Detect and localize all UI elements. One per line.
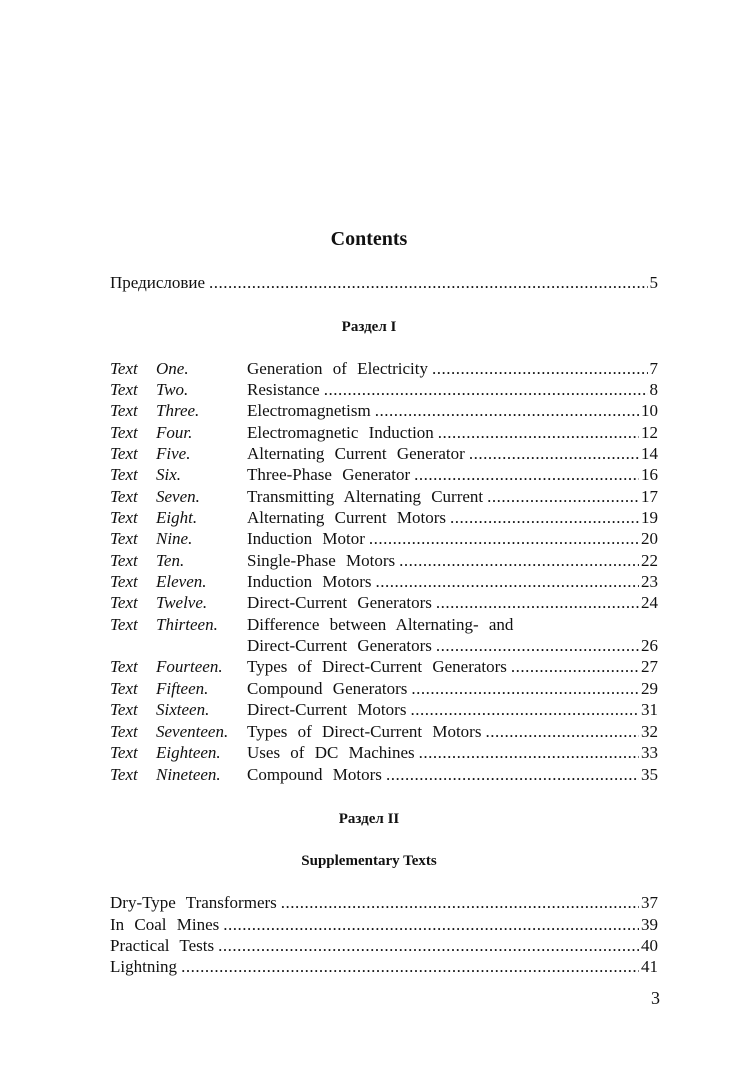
- entry-label: Text Eighteen.: [110, 743, 221, 762]
- entry-title: Types of Direct-Current Motors: [247, 722, 482, 741]
- page-number: 3: [651, 988, 660, 1008]
- entry-page: 35: [641, 765, 658, 784]
- entry-title: Types of Direct-Current Generators: [247, 657, 507, 676]
- entry-title: Direct-Current Generators: [247, 593, 432, 612]
- dot-leader: [324, 379, 648, 400]
- toc-entry: [110, 507, 658, 528]
- toc-entry: [110, 464, 658, 485]
- entry-label: Text Six.: [110, 465, 182, 484]
- dot-leader: [209, 272, 647, 293]
- page-title: Contents: [330, 228, 408, 250]
- dot-leader: [410, 699, 639, 720]
- dot-leader: [376, 571, 639, 592]
- entry-page: 31: [641, 700, 658, 719]
- dot-leader: [419, 742, 639, 763]
- entry-page: 32: [641, 722, 658, 741]
- dot-leader: [414, 464, 639, 485]
- entry-page: 5: [649, 273, 658, 292]
- entry-page: 39: [641, 915, 658, 934]
- entry-title: Compound Motors: [247, 765, 382, 784]
- entry-title: Three-Phase Generator: [247, 465, 411, 484]
- dot-leader: [436, 592, 639, 613]
- entry-title: Uses of DC Machines: [247, 743, 415, 762]
- entry-page: 7: [649, 359, 658, 378]
- dot-leader: [450, 507, 639, 528]
- entry-page: 27: [641, 657, 658, 676]
- toc-entry: [110, 914, 658, 935]
- toc-entry: [110, 571, 658, 592]
- entry-title: Difference between Alternating- and: [247, 615, 514, 634]
- entry-page: 33: [641, 743, 658, 762]
- toc-entry: [110, 550, 658, 571]
- entry-label: Text Fourteen.: [110, 657, 223, 676]
- dot-leader: [411, 678, 639, 699]
- entry-label: Text Three.: [110, 401, 200, 420]
- dot-leader: [181, 956, 639, 977]
- dot-leader: [386, 764, 639, 785]
- toc-entry: [110, 422, 658, 443]
- entry-title: Lightning: [110, 957, 178, 976]
- entry-page: 37: [641, 893, 658, 912]
- entry-title: Induction Motors: [247, 572, 372, 591]
- toc-entry: [110, 678, 658, 699]
- entry-label: Text Fifteen.: [110, 679, 209, 698]
- entry-label: Text Sixteen.: [110, 700, 210, 719]
- entry-label: Text Four.: [110, 423, 193, 442]
- entry-page: 29: [641, 679, 658, 698]
- entry-page: 41: [641, 957, 658, 976]
- dot-leader: [281, 892, 639, 913]
- dot-leader: [399, 550, 639, 571]
- entry-page: 10: [641, 401, 658, 420]
- dot-leader: [223, 914, 639, 935]
- entry-title: Induction Motor: [247, 529, 365, 548]
- section-heading: Раздел I: [341, 319, 397, 335]
- entry-page: 24: [641, 593, 658, 612]
- dot-leader: [432, 358, 648, 379]
- dot-leader: [469, 443, 639, 464]
- dot-leader: [487, 486, 639, 507]
- entry-label: Text Eight.: [110, 508, 198, 527]
- toc-entry: [110, 592, 658, 613]
- toc-entry-preface: [110, 272, 658, 293]
- entry-title: Generation of Electricity: [247, 359, 428, 378]
- entry-title: Direct-Current Motors: [247, 700, 407, 719]
- toc-entry: [110, 400, 658, 421]
- entry-page: 17: [641, 487, 658, 506]
- dot-leader: [369, 528, 639, 549]
- toc-entry: [110, 892, 658, 913]
- entry-page: 8: [649, 380, 658, 399]
- section-heading: Раздел II: [338, 811, 400, 827]
- toc-entry: [110, 379, 658, 400]
- toc-entry: [110, 956, 658, 977]
- entry-label: Text Five.: [110, 444, 191, 463]
- entry-page: 22: [641, 551, 658, 570]
- entry-label: Text Twelve.: [110, 593, 208, 612]
- toc-entry: [110, 443, 658, 464]
- entry-label: Text Seven.: [110, 487, 200, 506]
- toc-entry: [110, 358, 658, 379]
- entry-label: Text Thirteen.: [110, 615, 218, 634]
- toc-entry: [110, 486, 658, 507]
- toc-entry: [110, 656, 658, 677]
- entry-label: Text Eleven.: [110, 572, 207, 591]
- dot-leader: [436, 635, 639, 656]
- entry-page: 23: [641, 572, 658, 591]
- entry-label: Text Nine.: [110, 529, 193, 548]
- entry-label: Text One.: [110, 359, 189, 378]
- toc-entry: [110, 935, 658, 956]
- toc-entry: [110, 528, 658, 549]
- entry-title: In Coal Mines: [110, 915, 220, 934]
- entry-page: 26: [641, 636, 658, 655]
- entry-page: 20: [641, 529, 658, 548]
- entry-title: Transmitting Alternating Current: [247, 487, 484, 506]
- entry-label: Text Two.: [110, 380, 189, 399]
- dot-leader: [438, 422, 639, 443]
- entry-page: 19: [641, 508, 658, 527]
- toc-entry: [110, 699, 658, 720]
- entry-title: Dry-Type Transformers: [110, 893, 277, 912]
- section-subheading: Supplementary Texts: [301, 853, 437, 869]
- entry-title: Electromagnetic Induction: [247, 423, 434, 442]
- entry-page: 16: [641, 465, 658, 484]
- entry-title: Electromagnetism: [247, 401, 371, 420]
- toc-entry: [110, 742, 658, 763]
- dot-leader: [485, 721, 639, 742]
- entry-page: 12: [641, 423, 658, 442]
- entry-title: Предисловие: [110, 273, 206, 292]
- entry-label: Text Nineteen.: [110, 765, 221, 784]
- entry-title: Compound Generators: [247, 679, 408, 698]
- dot-leader: [511, 656, 639, 677]
- entry-title: Alternating Current Motors: [247, 508, 446, 527]
- entry-title: Single-Phase Motors: [247, 551, 396, 570]
- entry-label: Text Ten.: [110, 551, 185, 570]
- toc-entry-continuation: [247, 635, 658, 656]
- entry-label: Text Seventeen.: [110, 722, 229, 741]
- toc-entry: [110, 721, 658, 742]
- toc-entry: [110, 764, 658, 785]
- entry-page: 40: [641, 936, 658, 955]
- dot-leader: [218, 935, 639, 956]
- entry-title: Practical Tests: [110, 936, 215, 955]
- entry-page: 14: [641, 444, 658, 463]
- entry-title: Alternating Current Generator: [247, 444, 465, 463]
- entry-title: Resistance: [247, 380, 320, 399]
- toc-entry: [110, 614, 658, 635]
- dot-leader: [375, 400, 639, 421]
- entry-title: Direct-Current Generators: [247, 636, 432, 655]
